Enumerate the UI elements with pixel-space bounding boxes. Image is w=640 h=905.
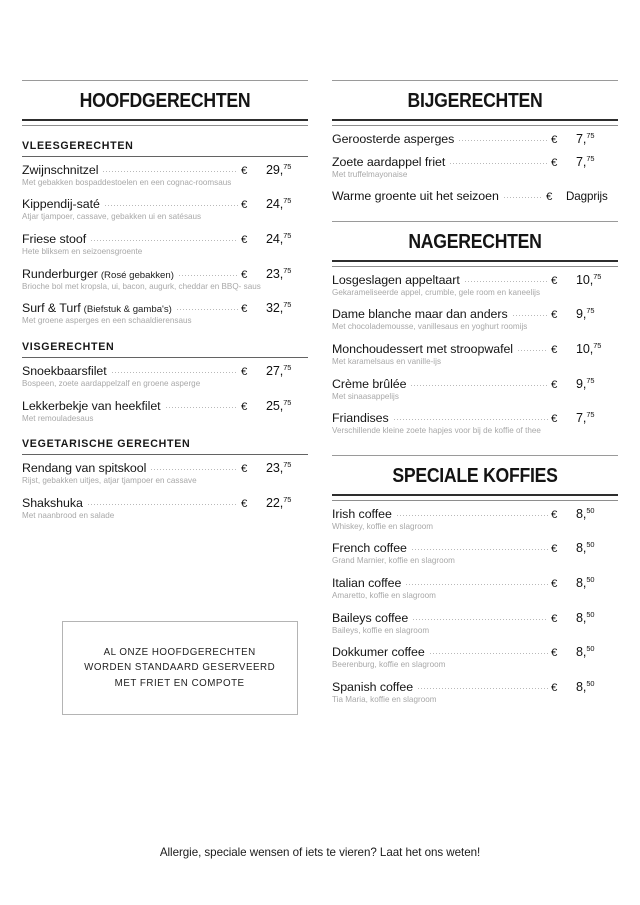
price-cents: 75 [283, 362, 292, 372]
menu-column-left [22, 80, 308, 712]
menu-item-price [257, 267, 308, 281]
menu-item-line [332, 411, 618, 425]
menu-item-price [567, 155, 618, 169]
menu-item-description: Met groene asperges en een schaaldierensaus [22, 316, 192, 326]
currency-symbol: € [241, 303, 248, 316]
price-whole: 9, [576, 307, 587, 322]
menu-item-name: Irish coffee [332, 506, 392, 521]
price-cents: 75 [586, 410, 595, 420]
price-cents: 75 [593, 340, 602, 350]
menu-item-name: Shakshuka [22, 495, 83, 510]
price-cents: 50 [586, 540, 595, 550]
menu-item [22, 163, 308, 189]
menu-item-price [567, 611, 618, 625]
price-whole: 10, [576, 272, 594, 287]
dotted-leader [405, 584, 548, 585]
menu-item-description: Verschillende kleine zoete hapjes voor bij de koffie of thee [332, 426, 541, 436]
menu-item-line [332, 576, 618, 590]
menu-item-line [22, 301, 308, 315]
menu-item [332, 132, 618, 146]
menu-item-description: Met gebakken bospaddestoelen en een cognac-roomsaus [22, 177, 232, 187]
menu-item-line [332, 342, 618, 356]
dotted-leader [503, 197, 543, 198]
price-whole: 8, [576, 679, 587, 694]
menu-item-line [332, 541, 618, 555]
menu-item-price [257, 399, 308, 413]
subsection-rule [22, 357, 308, 358]
price-cents: 75 [586, 306, 595, 316]
menu-item-description: Beerenburg, koffie en slagroom [332, 660, 446, 670]
section-title: BIJGERECHTEN [407, 89, 543, 112]
price-whole: 27, [266, 363, 284, 378]
menu-item [332, 342, 618, 368]
price-whole: 7, [576, 154, 587, 169]
price-cents: 75 [283, 196, 292, 205]
menu-item-line [332, 189, 618, 203]
section-rule-bottom [22, 119, 308, 126]
menu-item-price [257, 163, 308, 177]
price-whole: 25, [266, 398, 284, 413]
subsection-rule [22, 454, 308, 455]
menu-item [332, 541, 618, 567]
price-whole: 24, [266, 197, 284, 212]
dotted-leader [104, 205, 238, 206]
menu-item-line [332, 680, 618, 694]
dotted-leader [393, 419, 548, 420]
price-cents: 75 [283, 397, 292, 407]
menu-item-line [22, 496, 308, 510]
menu-item-description: Tia Maria, koffie en slagroom [332, 694, 437, 704]
menu-item-price [257, 461, 308, 475]
menu-item-line [22, 232, 308, 246]
price-cents: 50 [586, 644, 595, 654]
menu-item-list [22, 461, 308, 521]
dotted-leader [176, 309, 238, 310]
menu-item-name: Zoete aardappel friet [332, 154, 446, 169]
menu-subsection-header [22, 140, 308, 157]
dotted-leader [150, 469, 238, 470]
price-whole: 8, [576, 610, 587, 625]
menu-section [332, 80, 618, 203]
section-title: NAGERECHTEN [408, 230, 542, 254]
price-whole: 32, [266, 301, 284, 316]
menu-item-name: French coffee [332, 541, 407, 556]
currency-symbol: € [551, 647, 558, 660]
menu-item-description: Baileys, koffie en slagroom [332, 625, 430, 635]
menu-item [22, 461, 308, 487]
house-note-box [62, 621, 298, 715]
section-rule-top [332, 221, 618, 222]
dotted-leader [102, 171, 238, 172]
menu-item-line [332, 507, 618, 521]
dotted-leader [411, 549, 548, 550]
price-cents: 75 [593, 271, 602, 281]
dotted-leader [90, 240, 238, 241]
menu-item-list [22, 163, 308, 327]
currency-symbol: € [551, 344, 558, 357]
menu-item-price [257, 496, 308, 510]
menu-item [332, 507, 618, 533]
menu-item-line [22, 364, 308, 378]
section-rule-top [22, 80, 308, 81]
currency-symbol: € [551, 508, 558, 521]
price-whole: 22, [266, 495, 284, 510]
menu-item-qualifier: (Biefstuk & gamba's) [83, 304, 172, 316]
price-cents: 75 [586, 153, 595, 163]
menu-item-price [567, 507, 618, 521]
currency-symbol: € [241, 497, 248, 510]
menu-item-line [22, 197, 308, 211]
price-cents: 75 [586, 130, 595, 140]
menu-item-description: Hete bliksem en seizoensgroente [22, 246, 143, 256]
menu-item-name: Crème brûlée [332, 376, 407, 391]
menu-item [332, 411, 618, 437]
price-cents: 50 [586, 574, 595, 584]
currency-symbol: € [546, 191, 553, 204]
menu-item-price [567, 377, 618, 391]
section-title: HOOFDGERECHTEN [79, 89, 251, 112]
house-note-text [84, 645, 275, 692]
menu-item-price [567, 273, 618, 287]
price-cents: 75 [283, 460, 292, 470]
section-rule-bottom [332, 119, 618, 126]
subsection-rule [22, 156, 308, 157]
menu-item-price [567, 541, 618, 555]
price-whole: 29, [266, 162, 284, 177]
currency-symbol: € [551, 681, 558, 694]
menu-item [332, 611, 618, 637]
menu-item-description: Met karamelsaus en vanille-ijs [332, 357, 442, 367]
menu-item-name: Geroosterde asperges [332, 131, 455, 146]
menu-item-line [22, 267, 308, 281]
menu-item-name: Kippendij-saté [22, 197, 100, 212]
menu-item-name: Losgeslagen appeltaart [332, 272, 460, 287]
menu-item-name: Baileys coffee [332, 610, 409, 625]
menu-item-description: Met naanbrood en salade [22, 510, 115, 520]
menu-item-price [567, 411, 618, 425]
menu-column-right [332, 80, 618, 712]
dotted-leader [410, 385, 548, 386]
currency-symbol: € [551, 378, 558, 391]
dotted-leader [178, 275, 238, 276]
menu-item-line [22, 399, 308, 413]
dotted-leader [111, 372, 238, 373]
dotted-leader [417, 688, 548, 689]
menu-item-description: Met sinaasappelijs [332, 391, 399, 401]
menu-item-name: Runderburger [22, 266, 98, 281]
menu-item-line [332, 645, 618, 659]
menu-item [22, 267, 308, 293]
menu-item-name: Friese stoof [22, 231, 87, 246]
dotted-leader [512, 315, 548, 316]
dotted-leader [87, 504, 238, 505]
price-cents: 75 [586, 375, 595, 385]
menu-item-line [332, 132, 618, 146]
menu-item-description: Bospeen, zoete aardappelzalf en groene asperge [22, 378, 201, 388]
dotted-leader [396, 515, 548, 516]
menu-item [332, 645, 618, 671]
menu-item-description: Brioche bol met kropsla, ui, bacon, augurk, cheddar en BBQ- saus [22, 281, 261, 291]
price-cents: 50 [586, 678, 595, 688]
menu-item-line [332, 155, 618, 169]
menu-section [332, 455, 618, 706]
menu-subsection-header [22, 438, 308, 455]
menu-item-name: Warme groente uit het seizoen [332, 189, 499, 204]
menu-item [332, 189, 618, 203]
currency-symbol: € [551, 543, 558, 556]
menu-item-qualifier: (Rosé gebakken) [100, 269, 174, 281]
price-whole: 23, [266, 461, 284, 476]
currency-symbol: € [551, 133, 558, 146]
section-title: SPECIALE KOFFIES [392, 464, 558, 488]
menu-subsection-header [22, 341, 308, 358]
menu-item [22, 399, 308, 425]
menu-item [22, 301, 308, 327]
menu-item [332, 273, 618, 299]
menu-item-description: Rijst, gebakken uitjes, atjar tjampoer en cassave [22, 476, 197, 486]
menu-item-name: Snoekbaarsfilet [22, 363, 107, 378]
currency-symbol: € [551, 413, 558, 426]
currency-symbol: € [241, 164, 248, 177]
price-whole: 8, [576, 506, 587, 521]
subsection-title: VEGETARISCHE GERECHTEN [22, 438, 191, 451]
currency-symbol: € [241, 365, 248, 378]
price-cents: 75 [283, 161, 292, 171]
menu-item-description: Atjar tjampoer, cassave, gebakken ui en satésaus [22, 212, 202, 222]
section-rule-bottom [332, 494, 618, 501]
house-note-line-1: AL ONZE HOOFDGERECHTEN [103, 646, 257, 658]
currency-symbol: € [241, 463, 248, 476]
price-whole: 7, [576, 411, 587, 426]
currency-symbol: € [551, 577, 558, 590]
currency-symbol: € [551, 274, 558, 287]
price-whole: 8, [576, 541, 587, 556]
menu-item-price: Dagprijs [566, 190, 608, 204]
menu-item-name: Friandises [332, 411, 389, 426]
menu-item-line [22, 461, 308, 475]
menu-item-description: Gekarameliseerde appel, crumble, gele room en kaneelijs [332, 287, 541, 297]
menu-item [332, 377, 618, 403]
currency-symbol: € [241, 400, 248, 413]
menu-columns [0, 80, 640, 712]
price-whole: 24, [266, 231, 284, 246]
dotted-leader [458, 140, 548, 141]
price-whole: 8, [576, 575, 587, 590]
dotted-leader [429, 653, 548, 654]
menu-item-line [332, 377, 618, 391]
price-whole: 23, [266, 266, 284, 281]
menu-item-line [22, 163, 308, 177]
menu-item-description: Amaretto, koffie en slagroom [332, 590, 436, 600]
menu-item-list [332, 507, 618, 706]
menu-item-price [257, 232, 308, 246]
dotted-leader [517, 350, 548, 351]
dotted-leader [165, 407, 238, 408]
subsection-title: VISGERECHTEN [22, 340, 115, 353]
currency-symbol: € [551, 156, 558, 169]
menu-item-line [332, 273, 618, 287]
currency-symbol: € [551, 309, 558, 322]
menu-item-name: Monchoudessert met stroopwafel [332, 342, 514, 357]
menu-item-description: Met remouladesaus [22, 413, 94, 423]
currency-symbol: € [241, 233, 248, 246]
currency-symbol: € [241, 199, 248, 212]
menu-item-description: Met truffelmayonaise [332, 169, 408, 179]
dotted-leader [449, 163, 548, 164]
menu-item [332, 307, 618, 333]
menu-item-name: Lekkerbekje van heekfilet [22, 398, 161, 413]
price-cents: 75 [283, 494, 292, 504]
price-cents: 75 [283, 230, 292, 240]
subsection-title: VLEESGERECHTEN [22, 139, 134, 152]
menu-item-price [567, 645, 618, 659]
menu-item-description: Whiskey, koffie en slagroom [332, 521, 434, 531]
price-whole: 7, [576, 131, 587, 146]
menu-item-list [332, 273, 618, 437]
menu-item [22, 232, 308, 258]
price-cents: 50 [586, 609, 595, 619]
section-rule-top [332, 455, 618, 456]
menu-item-line [332, 307, 618, 321]
menu-item-name: Dokkumer coffee [332, 645, 425, 660]
section-rule-top [332, 80, 618, 81]
menu-item-price [567, 307, 618, 321]
menu-item [22, 197, 308, 223]
price-cents: 75 [283, 265, 292, 275]
menu-item-name: Zwijnschnitzel [22, 162, 99, 177]
menu-item [22, 496, 308, 522]
dotted-leader [464, 281, 548, 282]
menu-item-name: Rendang van spitskool [22, 461, 147, 476]
menu-item-description: Met chocolademousse, vanillesaus en yoghurt roomijs [332, 322, 528, 332]
menu-item-line [332, 611, 618, 625]
price-whole: 9, [576, 376, 587, 391]
menu-item-name: Spanish coffee [332, 679, 414, 694]
menu-item-description: Grand Marnier, koffie en slagroom [332, 556, 455, 566]
price-cents: 75 [283, 300, 292, 310]
section-rule-bottom [332, 260, 618, 267]
menu-item-price [567, 132, 618, 146]
menu-item [22, 364, 308, 390]
menu-item-price [567, 680, 618, 694]
house-note-line-2: WORDEN STANDAARD GESERVEERD [84, 662, 276, 674]
menu-item-name: Italian coffee [332, 575, 402, 590]
price-whole: 10, [576, 342, 594, 357]
menu-item-list [22, 364, 308, 424]
menu-item [332, 576, 618, 602]
menu-item-list [332, 132, 618, 204]
menu-item-name: Dame blanche maar dan anders [332, 307, 508, 322]
menu-item-price [257, 301, 308, 315]
currency-symbol: € [551, 612, 558, 625]
price-whole: 8, [576, 645, 587, 660]
menu-item-price [567, 576, 618, 590]
price-cents: 50 [586, 505, 595, 515]
menu-section [332, 221, 618, 437]
dotted-leader [412, 619, 548, 620]
menu-item [332, 680, 618, 706]
currency-symbol: € [241, 268, 248, 281]
menu-item-price [257, 364, 308, 378]
menu-item [332, 155, 618, 181]
menu-item-name: Surf & Turf [22, 301, 81, 316]
menu-item-price [567, 342, 618, 356]
house-note-line-3: MET FRIET EN COMPOTE [115, 677, 245, 689]
menu-section [22, 80, 308, 522]
menu-item-price [257, 197, 308, 211]
footer-note: Allergie, speciale wensen of iets te vieren? Laat het ons weten! [159, 846, 481, 859]
